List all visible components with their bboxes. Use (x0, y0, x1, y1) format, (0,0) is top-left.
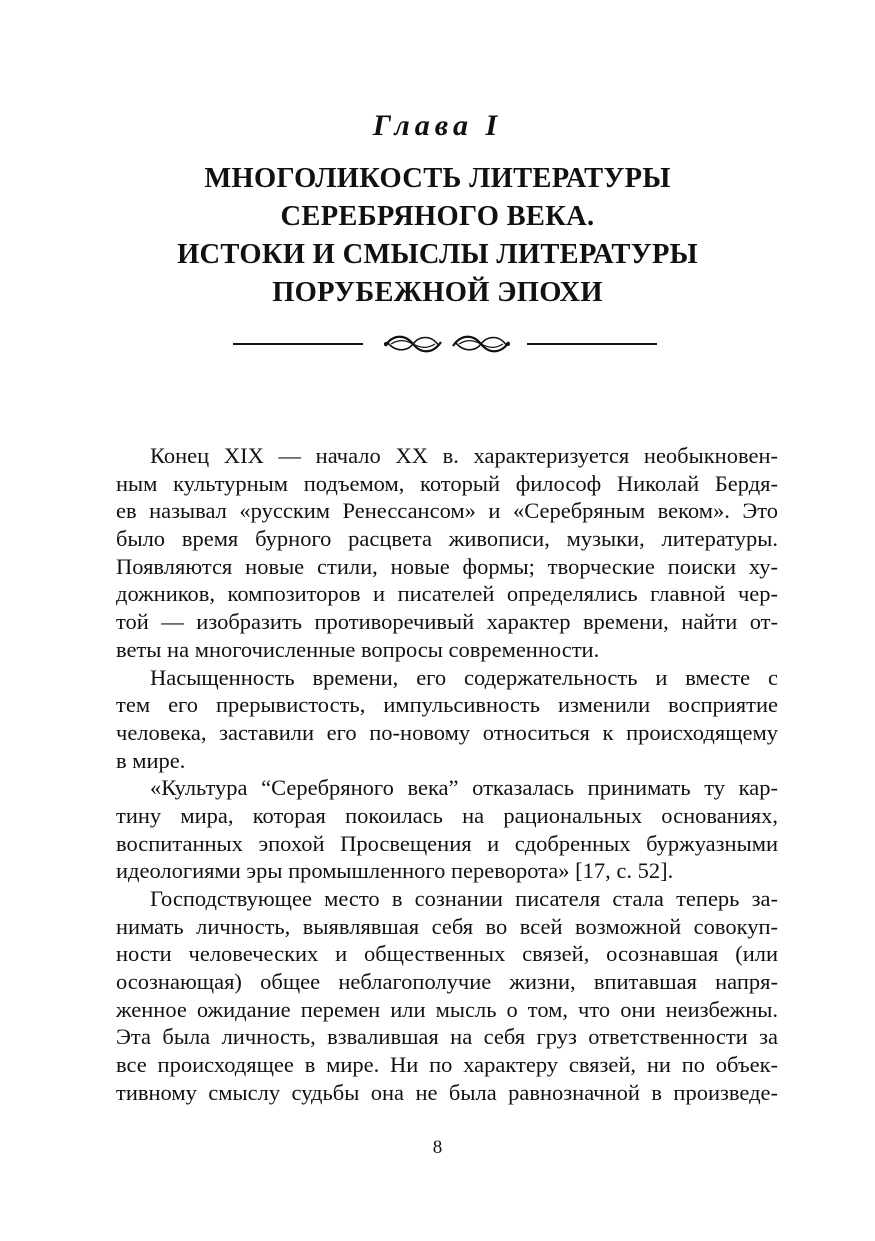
chapter-title-line: СЕРЕБРЯНОГО ВЕКА. (280, 201, 595, 232)
text-line: Насыщенность времени, его содержательность и вместе с (150, 664, 778, 690)
text-line: идеологиями эры промышленного переворота» [17, с. 52]. (116, 858, 674, 884)
text-line: «Культура “Серебряного века” отказалась принимать ту кар- (150, 775, 778, 801)
page-number: 8 (432, 1137, 443, 1158)
body-text (116, 442, 778, 1107)
text-line: человека, заставили его по-новому относиться к происходящему (116, 719, 778, 745)
swash-ornament-icon (383, 330, 443, 358)
text-line: все происходящее в мире. Ни по характеру связей, ни по объек- (116, 1052, 778, 1078)
swash-ornament-icon (451, 330, 511, 358)
text-line: Появляются новые стили, новые формы; творческие поиски ху- (116, 553, 778, 579)
chapter-title (60, 160, 815, 312)
chapter-label: Глава I (372, 109, 503, 142)
chapter-title-line: ПОРУБЕЖНОЙ ЭПОХИ (272, 277, 603, 308)
paragraph (116, 442, 778, 664)
paragraph (116, 885, 778, 1107)
divider-ornament (230, 327, 660, 361)
text-line: ным культурным подъемом, который философ Николай Бердя- (116, 470, 778, 496)
text-line: тивному смыслу судьбы она не была равнозначной в произведе- (116, 1079, 778, 1105)
text-line: в мире. (116, 747, 186, 773)
text-line: женное ожидание перемен или мысль о том, что они неизбежны. (116, 996, 778, 1022)
text-line: дожников, композиторов и писателей определялись главной чер- (116, 581, 778, 607)
paragraph (116, 774, 778, 885)
text-line: воспитанных эпохой Просвещения и сдобренных буржуазными (116, 830, 778, 856)
text-line: тем его прерывистость, импульсивность изменили восприятие (116, 692, 778, 718)
text-line: Конец XIX — начало XX в. характеризуется необыкновен- (150, 443, 778, 468)
divider-rule-left (233, 343, 363, 345)
text-line: было время бурного расцвета живописи, музыки, литературы. (116, 526, 778, 552)
chapter-title-line: ИСТОКИ И СМЫСЛЫ ЛИТЕРАТУРЫ (177, 239, 698, 270)
paragraph (116, 664, 778, 775)
text-line: нимать личность, выявлявшая себя во всей возможной совокуп- (116, 913, 778, 939)
text-line: ев называл «русским Ренессансом» и «Серебряным веком». Это (116, 498, 778, 524)
text-line: Господствующее место в сознании писателя стала теперь за- (150, 886, 778, 911)
text-line: веты на многочисленные вопросы современности. (116, 636, 600, 662)
text-line: осознающая) общее неблагополучие жизни, впитавшая напря- (116, 969, 778, 995)
text-line: тину мира, которая покоилась на рациональных основаниях, (116, 802, 778, 828)
text-line: Эта была личность, взвалившая на себя груз ответственности за (116, 1024, 778, 1050)
chapter-title-line: МНОГОЛИКОСТЬ ЛИТЕРАТУРЫ (204, 163, 671, 194)
divider-rule-right (527, 343, 657, 345)
text-line: той — изобразить противоречивый характер времени, найти от- (116, 609, 778, 635)
text-line: ности человеческих и общественных связей, осознавшая (или (116, 941, 778, 967)
